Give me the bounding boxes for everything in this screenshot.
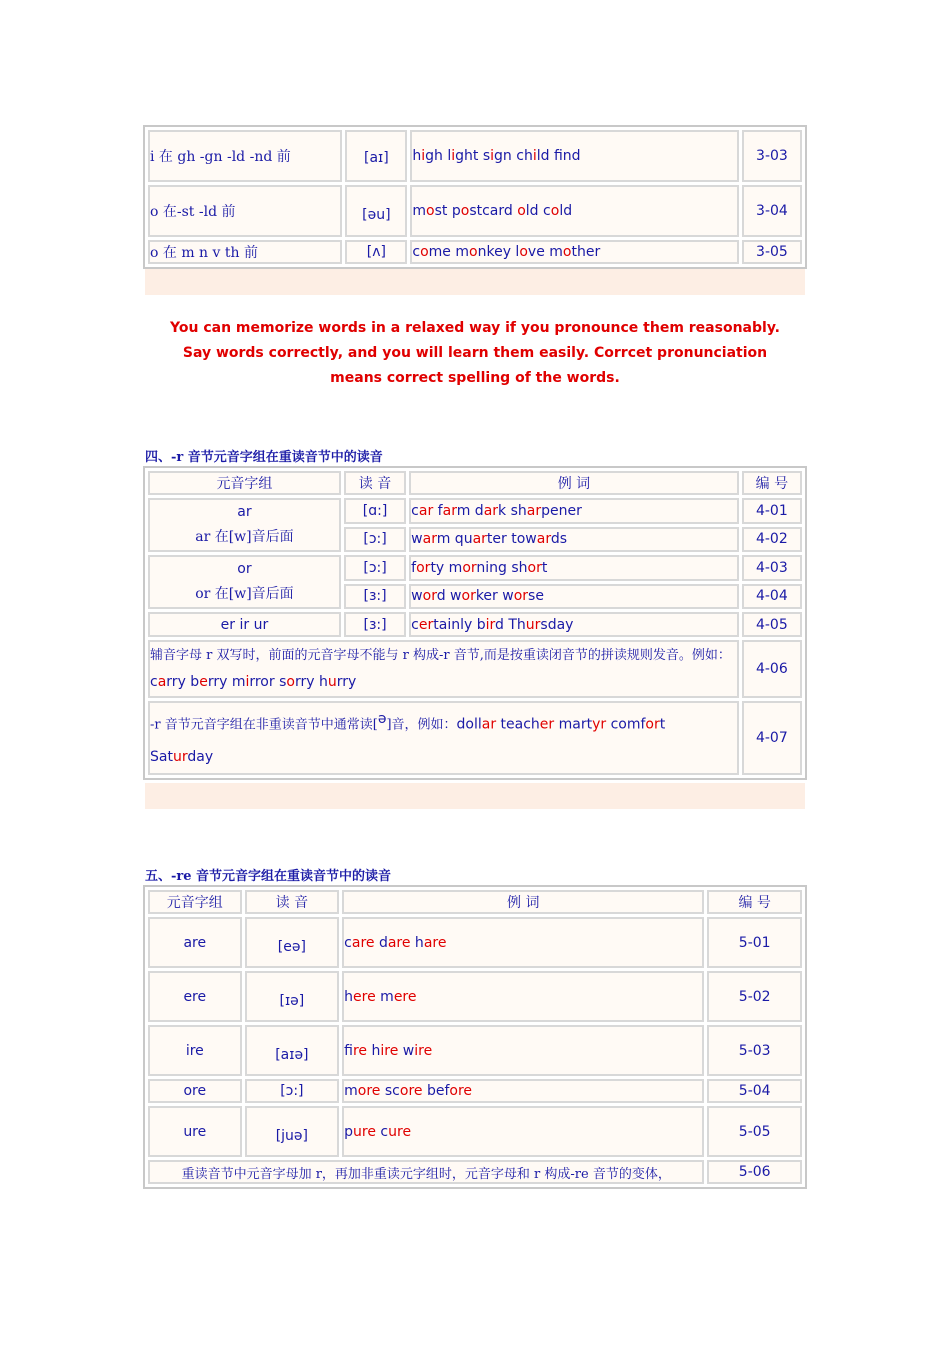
ipa-cell: [əu] — [345, 185, 407, 237]
word-letters: day — [187, 749, 214, 766]
word-letters: se — [528, 588, 544, 605]
highlight-letters: er — [539, 716, 555, 733]
word-letters: rry m — [207, 674, 246, 690]
highlight-letters: ire — [380, 1042, 399, 1059]
group-cell: ore — [148, 1079, 242, 1103]
header-code: 编 号 — [742, 471, 802, 495]
header-ipa: 读 音 — [344, 471, 406, 495]
word-letters: comf — [606, 716, 646, 733]
highlight-letters: i — [421, 148, 426, 164]
highlight-letters: ore — [399, 1083, 423, 1099]
group-cell: ere — [148, 971, 242, 1022]
highlight-letters: ar — [483, 502, 499, 519]
word-letters: teach — [496, 716, 540, 733]
table-row — [148, 555, 802, 581]
highlight-letters: ar — [418, 502, 434, 519]
code-cell: 5-02 — [707, 971, 802, 1022]
highlight-letters: i — [532, 148, 537, 164]
group-cell: i 在 gh -gn -ld -nd 前 — [148, 130, 342, 182]
highlight-letters: o — [519, 244, 528, 260]
word-letters: f — [411, 559, 417, 576]
highlight-letters: e — [199, 674, 208, 690]
word-letters: ve m — [527, 244, 563, 260]
header-group: 元音字组 — [148, 890, 242, 914]
code-cell: 4-02 — [742, 527, 802, 553]
word-letters: rry h — [294, 674, 328, 690]
highlight-letters: are — [387, 934, 411, 951]
word-letters: m — [344, 1083, 358, 1099]
tip-line-2: Say words correctly, and you will learn them easily. Corrcet pronunciation — [182, 345, 768, 361]
example-cell — [342, 1079, 704, 1103]
highlight-letters: or — [461, 588, 476, 605]
word-letters: t — [659, 716, 666, 733]
word-letters: ker w — [475, 588, 514, 605]
word-letters: doll — [456, 716, 482, 733]
ipa-cell: [ɪə] — [245, 971, 340, 1022]
code-cell: 3-03 — [742, 130, 802, 182]
word-letters: w — [411, 588, 423, 605]
highlight-letters: o — [286, 674, 295, 690]
note-text: -r 音节元音字组在非重读音节中通常读[ — [150, 717, 378, 733]
group-ar: ar — [237, 504, 252, 520]
highlight-letters: ore — [357, 1083, 381, 1099]
highlight-letters: ar — [526, 502, 542, 519]
tip-line-3: means correct spelling of the words. — [330, 370, 620, 386]
word-letters: c — [411, 502, 419, 519]
highlight-letters: or — [416, 559, 431, 576]
code-cell: 5-03 — [707, 1025, 802, 1076]
ipa-cell: [ɜ:] — [344, 612, 406, 637]
word-letters: tainly b — [433, 616, 486, 633]
group-cell: er ir ur — [148, 612, 341, 637]
word-letters: d w — [436, 588, 462, 605]
word-letters: st p — [434, 203, 461, 219]
highlight-letters: i — [451, 148, 456, 164]
highlight-letters: ire — [414, 1042, 433, 1059]
word-letters: nd — [562, 148, 581, 164]
section5-title: 五、-re 音节元音字组在重读音节中的读音 — [145, 869, 392, 884]
highlight-letters: are — [423, 934, 447, 951]
word-letters: m — [412, 203, 427, 219]
word-letters: Sat — [150, 749, 173, 766]
note-cell — [148, 640, 739, 698]
highlight-letters: o — [517, 203, 526, 219]
highlight-letters: ur — [525, 616, 541, 633]
word-letters: c — [344, 934, 352, 951]
word-letters: p — [344, 1123, 354, 1140]
example-cell — [410, 130, 739, 182]
code-cell: 5-04 — [707, 1079, 802, 1103]
code-cell: 3-04 — [742, 185, 802, 237]
code-cell: 4-07 — [742, 701, 802, 775]
group-or-w: or 在[w]音后面 — [195, 586, 294, 602]
group-cell: ire — [148, 1025, 242, 1076]
spacer-band — [145, 783, 805, 809]
word-letters: f — [433, 502, 443, 519]
spacer-band — [145, 269, 805, 295]
highlight-letters: ar — [481, 716, 497, 733]
code-cell: 4-06 — [742, 640, 802, 698]
highlight-letters: yr — [592, 716, 607, 733]
highlight-letters: o — [469, 244, 478, 260]
word-letters: w — [411, 531, 423, 548]
highlight-letters: ar — [472, 531, 487, 548]
word-letters: pener — [541, 502, 582, 519]
example-cell — [409, 498, 739, 524]
code-cell: 3-05 — [742, 240, 802, 264]
word-letters: gh l — [425, 148, 452, 164]
table-row — [148, 971, 802, 1022]
table-row — [148, 498, 802, 524]
example-cell — [409, 527, 739, 553]
highlight-letters: ure — [353, 1123, 376, 1140]
table-section4 — [143, 466, 807, 780]
highlight-letters: u — [327, 674, 337, 690]
table-row — [148, 130, 802, 182]
ipa-cell: [aɪ] — [345, 130, 407, 182]
section4-title: 四、-r 音节元音字组在重读音节中的读音 — [145, 450, 383, 465]
note-examples — [150, 674, 356, 690]
highlight-letters: i — [245, 674, 250, 690]
word-letters: rror s — [249, 674, 287, 690]
word-letters: m — [375, 988, 394, 1005]
highlight-letters: o — [426, 203, 435, 219]
ipa-cell: [ɜ:] — [344, 584, 406, 610]
group-cell — [148, 498, 341, 552]
word-letters: gn ch — [494, 148, 533, 164]
code-cell: 5-06 — [707, 1160, 802, 1184]
highlight-letters: ar — [422, 531, 437, 548]
highlight-letters: ere — [353, 988, 376, 1005]
example-cell — [342, 917, 704, 968]
highlight-letters: o — [460, 203, 470, 219]
word-letters: sday — [540, 616, 574, 633]
ipa-cell: [eə] — [245, 917, 340, 968]
word-letters: h — [344, 988, 354, 1005]
page-cut — [140, 1196, 820, 1346]
table-row — [148, 1025, 802, 1076]
highlight-letters: a — [157, 674, 167, 690]
highlight-letters: ur — [172, 749, 188, 766]
note-examples-line2 — [150, 741, 737, 773]
ipa-cell: [aɪə] — [245, 1025, 340, 1076]
header-group: 元音字组 — [148, 471, 341, 495]
header-example: 例 词 — [409, 471, 739, 495]
example-cell — [410, 240, 739, 264]
table-row — [148, 1106, 802, 1157]
header-ipa: 读 音 — [245, 890, 340, 914]
highlight-letters: are — [351, 934, 375, 951]
word-letters: me m — [428, 244, 470, 260]
schwa-symbol: ə — [377, 711, 387, 727]
highlight-letters: or — [645, 716, 660, 733]
note-cell — [148, 701, 739, 775]
example-cell — [409, 555, 739, 581]
word-letters: mart — [554, 716, 593, 733]
highlight-letters: er — [418, 616, 434, 633]
ipa-cell: [ɔ:] — [245, 1079, 340, 1103]
ipa-cell: [ɔ:] — [344, 527, 406, 553]
tip-line-1: You can memorize words in a relaxed way if you pronounce them reasonably. — [170, 320, 780, 336]
example-cell — [409, 612, 739, 637]
word-letters: w — [398, 1042, 415, 1059]
group-cell: o 在-st -ld 前 — [148, 185, 342, 237]
code-cell: 4-04 — [742, 584, 802, 610]
table-row — [148, 917, 802, 968]
code-cell: 5-01 — [707, 917, 802, 968]
word-letters: m d — [456, 502, 484, 519]
highlight-letters: or — [513, 588, 529, 605]
code-cell: 4-05 — [742, 612, 802, 637]
example-cell — [409, 584, 739, 610]
word-letters: ter tow — [486, 531, 537, 548]
highlight-letters: o — [562, 244, 572, 260]
highlight-letters: ere — [393, 988, 417, 1005]
header-code: 编 号 — [707, 890, 802, 914]
table-row — [148, 185, 802, 237]
word-letters: t — [541, 559, 548, 576]
example-cell — [342, 1106, 704, 1157]
group-cell: ure — [148, 1106, 242, 1157]
word-letters: ty m — [430, 559, 463, 576]
word-letters: ld — [559, 203, 573, 219]
highlight-letters: ar — [536, 531, 551, 548]
word-letters: d Th — [495, 616, 526, 633]
ipa-cell: [ɑ:] — [344, 498, 406, 524]
table-row — [148, 1079, 802, 1103]
word-letters: nkey l — [477, 244, 520, 260]
highlight-letters: or — [422, 588, 437, 605]
table-row — [148, 240, 802, 264]
highlight-letters: ore — [449, 1083, 473, 1099]
word-letters: c — [375, 1123, 389, 1140]
highlight-letters: o — [550, 203, 560, 219]
ipa-cell: [juə] — [245, 1106, 340, 1157]
note-text: 辅音字母 r 双写时，前面的元音字母不能与 r 构成-r 音节,而是按重读闭音节的拼读规则发音。例如： — [150, 648, 731, 663]
note-examples — [457, 716, 666, 732]
word-letters: h — [412, 148, 422, 164]
table-section3 — [143, 125, 807, 269]
word-letters: ther — [571, 244, 601, 260]
word-letters: bef — [422, 1083, 450, 1099]
word-letters: ning sh — [476, 559, 528, 576]
example-cell — [342, 971, 704, 1022]
highlight-letters: o — [420, 244, 429, 260]
note-text-2: ]音，例如： — [386, 717, 457, 733]
word-letters: rry — [336, 674, 357, 690]
word-letters: rry b — [166, 674, 200, 690]
highlight-letters: ire — [352, 1042, 368, 1059]
table-section5 — [143, 885, 807, 1189]
code-cell: 4-03 — [742, 555, 802, 581]
word-letters: ld c — [525, 203, 551, 219]
ipa-cell: [ɔ:] — [344, 555, 406, 581]
word-letters: ld f — [536, 148, 563, 164]
word-letters: c — [411, 616, 419, 633]
note-cell: 重读音节中元音字母加 r，再加非重读元字组时，元音字母和 r 构成-re 音节的变体， — [148, 1160, 704, 1184]
word-letters: stcard — [469, 203, 518, 219]
word-letters: m qu — [436, 531, 473, 548]
group-cell: are — [148, 917, 242, 968]
word-letters: sc — [380, 1083, 400, 1099]
word-letters: h — [367, 1042, 381, 1059]
word-letters: c — [412, 244, 421, 260]
word-letters: ght s — [455, 148, 491, 164]
example-cell — [342, 1025, 704, 1076]
highlight-letters: ure — [388, 1123, 412, 1140]
word-letters: ds — [550, 531, 568, 548]
ipa-cell: [ʌ] — [345, 240, 407, 264]
word-letters: k sh — [498, 502, 527, 519]
code-cell: 4-01 — [742, 498, 802, 524]
table-header-row — [148, 471, 802, 495]
word-letters: h — [410, 934, 424, 951]
highlight-letters: or — [527, 559, 542, 576]
table-row — [148, 612, 802, 637]
group-or: or — [237, 561, 252, 577]
group-cell — [148, 555, 341, 609]
code-cell: 5-05 — [707, 1106, 802, 1157]
highlight-letters: ir — [485, 616, 495, 633]
group-cell: o 在 m n v th 前 — [148, 240, 342, 264]
word-letters: f — [344, 1042, 353, 1059]
word-letters: d — [374, 934, 388, 951]
highlight-letters: or — [462, 559, 477, 576]
highlight-letters: i — [490, 148, 495, 164]
word-letters: c — [150, 674, 158, 690]
tip-text — [145, 316, 805, 391]
table-header-row — [148, 890, 802, 914]
table-row — [148, 1160, 802, 1184]
header-example: 例 词 — [342, 890, 704, 914]
group-ar-w: ar 在[w]音后面 — [195, 529, 294, 545]
table-row — [148, 701, 802, 775]
highlight-letters: ar — [442, 502, 457, 519]
table-row — [148, 640, 802, 698]
example-cell — [410, 185, 739, 237]
